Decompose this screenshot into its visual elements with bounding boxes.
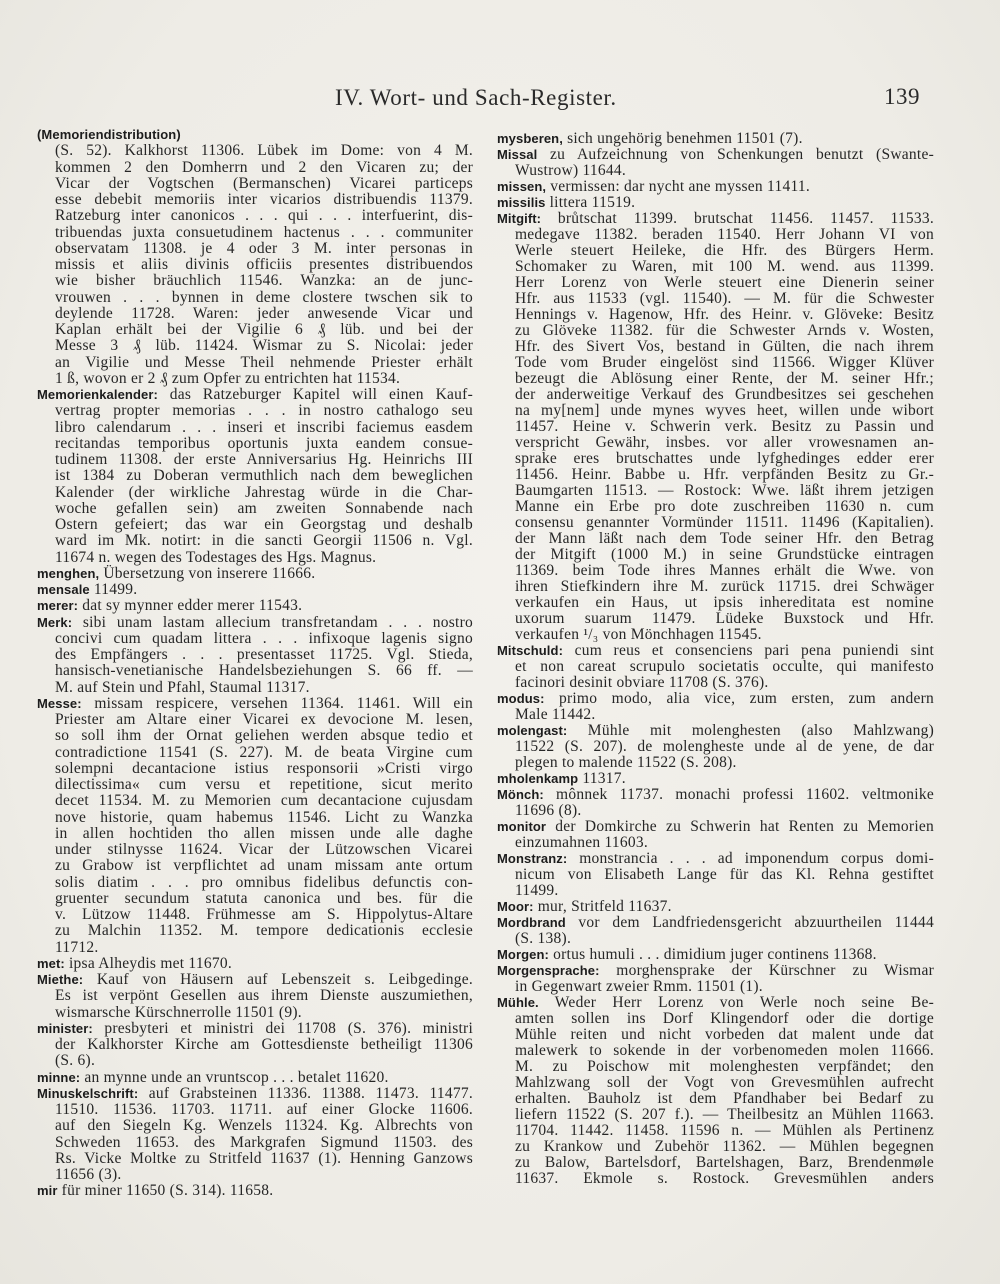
register-entry bbox=[37, 566, 473, 582]
entry-headword: mysberen, bbox=[497, 131, 563, 146]
entry-line: solis diatim . . . pro omnibus fidelibus defunctis con- bbox=[55, 873, 473, 891]
entry-text: der Domkirche zu Schwerin hat Renten zu Memorien bbox=[555, 818, 935, 835]
entry-line: Male 11442. bbox=[515, 706, 596, 723]
entry-first-line bbox=[497, 131, 934, 147]
entry-first-line bbox=[37, 387, 473, 403]
entry-line: 11499. bbox=[515, 882, 559, 899]
entry-line: Vicar der Vogtschen (Bermanschen) Vicarei particeps bbox=[55, 174, 473, 192]
register-entry bbox=[497, 147, 934, 179]
entry-line: na my[nem] unde mynes wyves heet, willen unde wibort bbox=[515, 402, 934, 419]
entry-line: des Empfängers . . . presentasset 11725. Vgl. Stieda, bbox=[55, 646, 473, 663]
register-entry bbox=[37, 598, 473, 614]
entry-headword: monitor bbox=[497, 819, 547, 834]
entry-headword: Minuskelschrift: bbox=[37, 1085, 139, 1101]
register-entry bbox=[37, 1183, 473, 1199]
entry-line: 11510. 11536. 11703. 11711. auf einer Glocke 11606. bbox=[55, 1101, 473, 1118]
register-entry bbox=[37, 582, 473, 598]
entry-line: Rs. Vicke Moltke zu Stritfeld 11637 (1). Henning Ganzows bbox=[55, 1149, 473, 1167]
entry-headword: (Memoriendistribution) bbox=[37, 127, 181, 142]
entry-headword: modus: bbox=[497, 691, 545, 706]
entry-line: Mühle reiten und nicht vorbeden dat malent unde dat bbox=[515, 1026, 934, 1043]
entry-headword: met: bbox=[37, 955, 65, 971]
register-entry bbox=[497, 643, 934, 691]
entry-headword: Miethe: bbox=[37, 972, 84, 987]
entry-line: et non careat scrupulo societatis occulte, qui manifesto bbox=[515, 658, 934, 675]
entry-line: esse debebit memoriis inter vicarios distribuendis 11379. bbox=[55, 191, 473, 208]
entry-line: decet 11534. M. zu Memorien cum decantacione cujusdam bbox=[55, 792, 473, 810]
entry-line: 11656 (3). bbox=[55, 1166, 122, 1183]
register-entry bbox=[37, 1086, 473, 1184]
entry-text: 11317. bbox=[582, 770, 626, 787]
entry-line: Schomaker zu Waren, mit 100 M. wend. aus 11399. bbox=[515, 258, 934, 275]
entry-first-line bbox=[497, 195, 934, 211]
entry-line: zu Balow, Bartelsdorf, Bartelshagen, Barz, Brendenmøle bbox=[515, 1154, 934, 1171]
entry-line: in Gegenwart zweier Rmm. 11501 (1). bbox=[515, 978, 763, 995]
entry-headword: Mordbrand bbox=[497, 915, 566, 930]
register-entry bbox=[37, 1070, 473, 1086]
entry-line: an Vigilie und Messe Theil nehmende Priester erhält bbox=[55, 353, 473, 371]
entry-line: nove historie, quam habemus 11546. Licht zu Wanzka bbox=[55, 808, 473, 826]
entry-first-line bbox=[497, 147, 934, 163]
entry-first-line bbox=[37, 615, 473, 631]
entry-headword: minne: bbox=[37, 1069, 81, 1085]
entry-headword: molengast: bbox=[497, 723, 568, 738]
register-entry bbox=[497, 771, 934, 787]
running-title: IV. Wort- und Sach-Register. bbox=[335, 85, 617, 110]
entry-headword: mir bbox=[37, 1183, 58, 1199]
entry-line: Kalender (der wirkliche Jahrestag würde in die Char- bbox=[55, 483, 473, 501]
entry-headword: minister: bbox=[37, 1020, 93, 1036]
entry-text: ipsa Alheydis met 11670. bbox=[68, 954, 232, 972]
entry-first-line bbox=[497, 787, 934, 803]
entry-text: ortus humuli . . . dimidium juger continens 11368. bbox=[553, 946, 877, 963]
entry-first-line bbox=[37, 566, 473, 582]
entry-first-line bbox=[497, 211, 934, 227]
entry-first-line bbox=[497, 963, 934, 979]
right-column bbox=[497, 131, 934, 1187]
entry-line: Manne ein Erbe pro dote zuschreiben 11630 n. cum bbox=[515, 498, 934, 515]
entry-text: mur, Stritfeld 11637. bbox=[537, 898, 672, 915]
register-entry bbox=[497, 851, 934, 899]
entry-line: missis et aliis divinis officiis presentes distribuendos bbox=[55, 256, 473, 273]
entry-first-line bbox=[37, 127, 473, 143]
entry-line: liefern 11522 (S. 207 f.). — Theilbesitz an Mühlen 11663. bbox=[515, 1106, 934, 1123]
entry-line: 11522 (S. 207). de molengheste unde al de yene, de dar bbox=[515, 738, 934, 755]
entry-text: 11499. bbox=[93, 581, 138, 598]
entry-line: 11456. Heinr. Babbe u. Hfr. verpfänden Besitz zu Gr.- bbox=[515, 466, 934, 483]
register-entry bbox=[497, 131, 934, 147]
entry-text: Mühle mit molenghesten (also Mahlzwang) bbox=[587, 722, 934, 739]
entry-line: ward im Mk. notirt: in die sancti Georgii 11506 n. Vgl. bbox=[55, 532, 473, 550]
entry-line: verspricht Gewähr, insbes. vor aller vrowesnamen an- bbox=[515, 434, 934, 451]
entry-line: 11369. beim Tode ihres Mannes erhält die Wwe. von bbox=[515, 562, 934, 579]
entry-text: an mynne unde an vruntscop . . . betalet 11620. bbox=[84, 1068, 389, 1086]
entry-line: der anderweitige Verkauf des Grundbesitzes sei geschehen bbox=[515, 386, 934, 403]
entry-text: sibi unam lastam allecium transfretandam . . . nostro bbox=[82, 613, 473, 631]
register-entry bbox=[37, 615, 473, 696]
entry-line: under stilnysse 11624. Vicar der Lützowschen Vicarei bbox=[55, 841, 473, 858]
entry-first-line bbox=[37, 1183, 473, 1199]
entry-first-line bbox=[497, 771, 934, 787]
entry-line: medegave 11382. beraden 11540. Herr Johann VI von bbox=[515, 226, 934, 243]
register-entry bbox=[497, 211, 934, 643]
entry-line: hansisch-venetianische Handelsbeziehungen S. 66 ff. — bbox=[55, 662, 473, 680]
entry-line: 1 ß, wovon er 2 ₰ zum Opfer zu entrichten hat 11534. bbox=[55, 369, 401, 387]
entry-line: tudinem 11308. der erste Anniversarius Hg. Heinrichs III bbox=[55, 451, 473, 468]
entry-headword: Mitgift: bbox=[497, 211, 542, 226]
entry-headword: Monstranz: bbox=[497, 851, 568, 866]
entry-line: recitandas temporibus oportunis juxta eandem consue- bbox=[55, 434, 473, 452]
entry-text: auf Grabsteinen 11336. 11388. 11473. 11477. bbox=[148, 1084, 473, 1102]
entry-line: Hfr. des Sivert Vos, bestand in Gülten, die nach ihrem bbox=[515, 338, 934, 355]
register-entry bbox=[37, 972, 473, 1021]
entry-line: concivi cum quadam littera . . . infixoque lagenis signo bbox=[55, 629, 473, 647]
entry-line: contradictione 11541 (S. 227). M. de beata Virgine cum bbox=[55, 743, 473, 761]
entry-text: Kauf von Häusern auf Lebenszeit s. Leibgedinge. bbox=[96, 971, 473, 988]
entry-headword: missen, bbox=[497, 179, 547, 194]
entry-line: v. Lützow 11448. Frühmesse am S. Hippolytus-Altare bbox=[55, 906, 473, 923]
register-entry bbox=[497, 915, 934, 947]
register-entry bbox=[497, 723, 934, 771]
entry-text: morghensprake der Kürschner zu Wismar bbox=[616, 962, 934, 979]
entry-text: vor dem Landfriedensgericht abzuurtheilen 11444 bbox=[578, 914, 934, 931]
entry-text: cum reus et consenciens pari pena puniendi sint bbox=[574, 642, 934, 659]
entry-line: Mahlzwang soll der Vogt von Grevesmühlen aufrecht bbox=[515, 1074, 934, 1091]
entry-first-line bbox=[497, 995, 934, 1011]
entry-headword: Memorienkalender: bbox=[37, 387, 158, 402]
entry-line: deylende 11728. Waren: jeder anwesende Vicar und bbox=[55, 304, 473, 322]
entry-line: so soll ihm der Ornat geliehen werden absque tedio et bbox=[55, 727, 473, 745]
entry-line: ihren Stiefkindern ihre M. zurück 11715. drei Schwäger bbox=[515, 578, 934, 595]
entry-text: monstrancia . . . ad imponendum corpus domi- bbox=[579, 850, 934, 867]
entry-headword: merer: bbox=[37, 598, 79, 614]
entry-headword: Morgensprache: bbox=[497, 963, 600, 978]
entry-line: zu Glöveke 11382. für die Schwester Arnds v. Wosten, bbox=[515, 322, 934, 339]
entry-line: zu Malchin 11352. M. tempore dedicationis ecclesie bbox=[55, 922, 473, 940]
entry-line: Herr Lorenz von Werle steuert eine Dienerin seiner bbox=[515, 274, 934, 291]
entry-line: woche gefallen sein) am zweiten Sonnabende nach bbox=[55, 499, 473, 517]
entry-line: (S. 138). bbox=[515, 930, 572, 947]
entry-headword: Merk: bbox=[37, 614, 73, 630]
entry-line: einzumahnen 11603. bbox=[515, 834, 649, 851]
entry-line: tribuendas juxta consuetudinem hactenus . . . communiter bbox=[55, 223, 473, 241]
left-column bbox=[37, 127, 473, 1200]
entry-line: sprake eres brutschattes unde lyfghedinges edder erer bbox=[515, 450, 934, 467]
register-entry bbox=[497, 995, 934, 1187]
entry-text: vermissen: dar nycht ane myssen 11411. bbox=[550, 178, 810, 195]
register-entry bbox=[497, 819, 934, 851]
entry-text: presbyteri et ministri dei 11708 (S. 376). ministri bbox=[104, 1019, 474, 1037]
entry-first-line bbox=[37, 972, 473, 988]
entry-line: verkaufen ¹/₃ von Mönchhagen 11545. bbox=[515, 626, 762, 643]
register-entry bbox=[37, 387, 473, 566]
entry-line: Hennings v. Hagenow, Hfr. des Heinr. v. Glöveke: Besitz bbox=[515, 306, 934, 323]
entry-text: Übersetzung von inserere 11666. bbox=[103, 564, 316, 582]
entry-first-line bbox=[497, 691, 934, 707]
entry-line: Ostern gefeiert; das war ein Georgstag und deshalb bbox=[55, 516, 473, 533]
entry-headword: mensale bbox=[37, 582, 90, 597]
entry-line: vrouwen . . . bynnen in deme clostere twschen sik to bbox=[55, 288, 473, 306]
entry-first-line bbox=[497, 819, 934, 835]
entry-line: erhalten. Bauholz ist dem Pfandhaber bei Bedarf zu bbox=[515, 1090, 934, 1107]
entry-headword: Messe: bbox=[37, 695, 82, 711]
entry-first-line bbox=[37, 598, 473, 614]
entry-line: observatam 11308. je 4 oder 3 M. inter personas in bbox=[55, 239, 473, 257]
entry-text: Weder Herr Lorenz von Werle noch seine Be- bbox=[554, 994, 934, 1011]
entry-text: mônnek 11737. monachi professi 11602. veltmonike bbox=[556, 786, 934, 803]
entry-first-line bbox=[37, 582, 473, 598]
entry-first-line bbox=[497, 179, 934, 195]
register-entry bbox=[497, 691, 934, 723]
entry-line: Ratzeburg inter canonicos . . . qui . . . interfuerint, dis- bbox=[55, 207, 473, 225]
entry-headword: Missal bbox=[497, 147, 538, 162]
entry-first-line bbox=[497, 723, 934, 739]
entry-line: facinori desinit obviare 11708 (S. 376). bbox=[515, 674, 769, 691]
entry-text: missam respicere, versehen 11364. 11461. Will ein bbox=[94, 694, 474, 712]
entry-text: für miner 11650 (S. 314). 11658. bbox=[61, 1182, 274, 1200]
entry-line: consensu genannter Vormünder 11511. 11496 (Kapitalien). bbox=[515, 514, 934, 531]
page-number: 139 bbox=[884, 84, 920, 109]
entry-first-line bbox=[497, 915, 934, 931]
register-entry bbox=[497, 899, 934, 915]
entry-line: Schweden 11653. des Markgrafen Sigmund 11503. des bbox=[55, 1133, 473, 1151]
entry-line: 11712. bbox=[55, 938, 99, 956]
entry-first-line bbox=[37, 1021, 473, 1037]
entry-line: vertrag propter memorias . . . in nostro cathalogo seu bbox=[55, 402, 473, 420]
entry-line: der Kalkhorster Kirche am Gottesdienste betheiligt 11306 bbox=[55, 1036, 473, 1053]
entry-line: nicum von Elisabeth Lange für das Kl. Rehna gestiftet bbox=[515, 866, 934, 883]
entry-first-line bbox=[497, 643, 934, 659]
entry-line: 11696 (8). bbox=[515, 802, 582, 819]
entry-line: Werle steuert Heileke, die Hfr. des Bürgers Herm. bbox=[515, 242, 934, 259]
entry-line: M. auf Stein und Pfahl, Staumal 11317. bbox=[55, 678, 310, 696]
entry-first-line bbox=[37, 956, 473, 972]
entry-line: (S. 6). bbox=[55, 1052, 96, 1070]
entry-line: Kaplan erhält bei der Vigilie 6 ₰ lüb. und bei der bbox=[55, 321, 473, 338]
entry-first-line bbox=[497, 899, 934, 915]
entry-line: verkaufen ein Haus, ut ipsis inhereditata est nomine bbox=[515, 594, 934, 611]
entry-headword: mholenkamp bbox=[497, 771, 579, 786]
entry-first-line bbox=[37, 1086, 473, 1102]
entry-line: ist 1384 zu Doberan vermuthlich nach dem beweglichen bbox=[55, 467, 473, 485]
register-entry bbox=[37, 696, 473, 956]
entry-headword: Mönch: bbox=[497, 787, 544, 802]
entry-text: primo modo, alia vice, zum ersten, zum andern bbox=[558, 690, 934, 707]
entry-headword: Mitschuld: bbox=[497, 643, 563, 658]
entry-first-line bbox=[497, 851, 934, 867]
entry-line: solempni decantacione istius responsorii »Cristi virgo bbox=[55, 759, 473, 777]
entry-line: 11457. Heine v. Schwerin verk. Besitz zu Passin und bbox=[515, 418, 934, 435]
entry-line: Tode vom Bruder eingelöst sind 11566. Wigger Klüver bbox=[515, 354, 934, 371]
register-entry bbox=[37, 1021, 473, 1070]
entry-line: Es ist verpönt Gesellen aus ihrem Dienste auszumiethen, bbox=[55, 987, 473, 1005]
entry-first-line bbox=[37, 696, 473, 712]
entry-line: malewerk to sokende in der vorbenomeden molen 11666. bbox=[515, 1042, 934, 1059]
entry-text: das Ratzeburger Kapitel will einen Kauf- bbox=[169, 386, 473, 403]
entry-line: (S. 52). Kalkhorst 11306. Lübek im Dome: von 4 M. bbox=[55, 142, 473, 160]
entry-line: uxorum suarum 11479. Lüdeke Buxstock und Hfr. bbox=[515, 610, 934, 627]
register-entry bbox=[37, 956, 473, 972]
entry-headword: missilis bbox=[497, 195, 546, 210]
entry-line: dilectissima« cum versu et repetitione, sicut merito bbox=[55, 776, 473, 793]
entry-headword: menghen, bbox=[37, 565, 100, 581]
register-entry bbox=[497, 787, 934, 819]
entry-line: Priester am Altare einer Vicarei ex devocione M. lesen, bbox=[55, 711, 473, 728]
entry-line: 11704. 11442. 11458. 11596 n. — Mühlen als Pertinenz bbox=[515, 1122, 934, 1139]
entry-headword: Morgen: bbox=[497, 947, 549, 962]
entry-line: amten sollen ins Dorf Klingendorf oder die dortige bbox=[515, 1010, 934, 1027]
entry-headword: Moor: bbox=[497, 899, 534, 914]
entry-line: zu Krankow und Zubehör 11362. — Mühlen begegnen bbox=[515, 1138, 934, 1155]
entry-line: libro calendarum . . . inseri et inscribi faciemus easdem bbox=[55, 418, 473, 436]
register-entry bbox=[497, 195, 934, 211]
entry-text: sich ungehörig benehmen 11501 (7). bbox=[567, 130, 803, 147]
entry-line: M. zu Poischow mit molenghesten verpfändet; den bbox=[515, 1058, 934, 1075]
entry-first-line bbox=[37, 1070, 473, 1086]
entry-line: Wustrow) 11644. bbox=[515, 162, 627, 179]
entry-line: wismarsche Kürschnerrolle 11501 (9). bbox=[55, 1003, 302, 1021]
entry-headword: Mühle. bbox=[497, 995, 539, 1010]
entry-first-line bbox=[497, 947, 934, 963]
entry-line: Hfr. aus 11533 (vgl. 11540). — M. für die Schwester bbox=[515, 290, 934, 307]
entry-line: in allen hochtiden tho allen missen unde alle daghe bbox=[55, 824, 473, 842]
entry-text: zu Aufzeichnung von Schenkungen benutzt (Swante- bbox=[550, 146, 934, 163]
register-entry bbox=[497, 963, 934, 995]
register-entry bbox=[497, 179, 934, 195]
entry-line: Messe 3 ₰ lüb. 11424. Wismar zu S. Nicolai: jeder bbox=[55, 337, 473, 355]
entry-line: 11674 n. wegen des Todestages des Hgs. Magnus. bbox=[55, 548, 377, 566]
entry-line: der Mann läßt nach dem Tode seiner Hfr. den Betrag bbox=[515, 530, 934, 547]
entry-line: 11637. Ekmole s. Rostock. Grevesmühlen anders bbox=[515, 1170, 934, 1187]
register-entry bbox=[497, 947, 934, 963]
entry-line: kommen 2 den Domherrn und 2 den Vicaren zu; der bbox=[55, 158, 473, 176]
entry-line: zu Grabow ist verpflichtet ad unam missam ante ortum bbox=[55, 857, 473, 875]
entry-line: der Mitgift (1000 M.) in seine Grundstücke eintragen bbox=[515, 546, 934, 563]
register-entry bbox=[37, 127, 473, 387]
entry-line: plegen to malende 11522 (S. 208). bbox=[515, 754, 737, 771]
entry-line: gruenter secundum statuta canonica und bes. für die bbox=[55, 889, 473, 907]
entry-line: bezeugt die Ablösung einer Rente, der M. seiner Hfr.; bbox=[515, 370, 934, 387]
entry-line: Baumgarten 11513. — Rostock: Wwe. läßt ihrem jetzigen bbox=[515, 482, 934, 499]
entry-text: littera 11519. bbox=[549, 194, 636, 211]
entry-text: brůtschat 11399. brutschat 11456. 11457. 11533. bbox=[557, 210, 934, 227]
entry-line: auf den Siegeln Kg. Wenzels 11324. Kg. Albrechts von bbox=[55, 1117, 473, 1135]
entry-text: dat sy mynner edder merer 11543. bbox=[82, 597, 303, 615]
entry-line: wie bisher bräuchlich 11546. Wanzka: an de junc- bbox=[55, 272, 473, 290]
